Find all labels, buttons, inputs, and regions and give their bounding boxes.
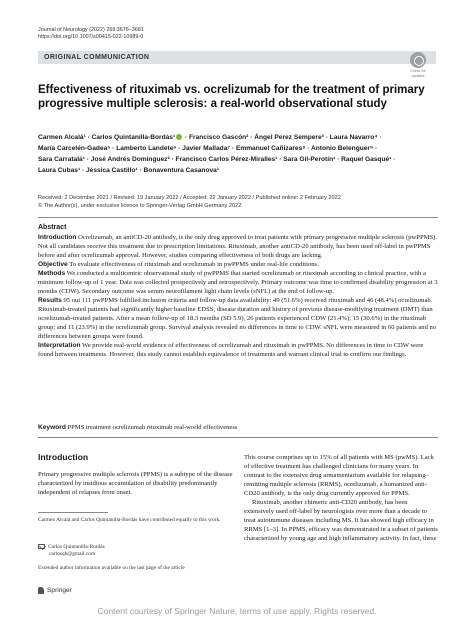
equal-contribution-note: Carmen Alcalá and Carlos Quintanilla-Bordás have contributed equally to this work. [38, 517, 221, 523]
section-band [38, 51, 436, 64]
introduction-right-p1: This course comprises up to 15% of all patients with MS (pwMS). Lack of effective treatment has challenged clinicians for many years. In contrast to the extensive drug armamentarium available for relapsing–remitting multiple sclerosis (RRMS), ocrelizumab, a humanized anti-CD20 antibody, is the only drug currently approved for PPMS. [244, 454, 434, 497]
abstract-objective: Objective To evaluate effectiveness of rituximab and ocrelizumab in pwPPMS under real-life conditions. [38, 261, 319, 268]
orcid-icon[interactable] [176, 134, 182, 140]
authors-line-3[interactable]: Sara Carratalá¹ · José Andrés Dominguez² · Francisco Carlos Pérez-Miralles¹ · Sara Gil-Perotín¹ · Raquel Gasqué¹ · [38, 156, 396, 163]
footnote-rule [38, 512, 108, 513]
section-label: ORIGINAL COMMUNICATION [44, 53, 150, 61]
check-for-updates-icon [410, 52, 426, 68]
check-label-2: updates [411, 74, 425, 78]
abstract-bottom-rule [38, 437, 438, 438]
article-title: Effectiveness of rituximab vs. ocrelizumab for the treatment of primary progressive multiple sclerosis: a real-world observational study [38, 84, 425, 110]
abstract-introduction: Introduction Ocrelizumab, an antiCD-20 antibody, is the only drug approved to treat patients with primary progressive multiple sclerosis (pwPPMS). Not all candidates receive this treatment due to prescription limitations. Rituximab, another antiCD-20 antibody, has been used off-label in pwPPMS before and after ocrelizumab approval. However, studies comparing effectiveness of both drugs are lacking. [38, 234, 437, 259]
authors-line-1[interactable]: Carmen Alcalá¹ · Carlos Quintanilla-Bordás¹ [38, 134, 176, 141]
right-column [244, 453, 438, 543]
introduction-left-text: Primary progressive multiple sclerosis (PPMS) is a subtype of the disease characterized by insidious accumulation of disability predominantly independent of relapses from onset. [38, 471, 233, 496]
dates-line: Received: 2 December 2021 / Revised: 19 January 2022 / Accepted: 22 January 2022 / Published online: 2 February 2022 [38, 195, 341, 201]
publisher-logo [38, 587, 72, 594]
authors-line-2[interactable]: María Carcelén-Gadea⁵ · Lamberto Landete⁶ · Javier Mallada⁷ · Emmanuel Cañizares⁸ · Antonio Belenguer⁹ · [38, 145, 378, 152]
introduction-right-p2: Rituximab, another chimeric anti-CD20 antibody, has been extensively used off-label by neurologists over more than a decade to treat autoimmune diseases including MS. It has showed high efficacy in RRMS [1–3]. In PPMS, efficacy was demonstrated in a subset of patients characterized by young age and high inflammatory activity. In fact, these [244, 499, 438, 542]
corr-name: Carlos Quintanilla-Bordás [48, 544, 105, 550]
springer-horse-icon [38, 587, 44, 594]
author-list [38, 132, 438, 176]
publication-dates [38, 194, 438, 210]
introduction-heading: Introduction [38, 452, 89, 462]
corr-email[interactable]: carlosqb@gmail.com [49, 551, 96, 557]
left-column [38, 453, 234, 497]
courtesy-notice: Content courtesy of Springer Nature, terms of use apply. Rights reserved. [97, 606, 377, 616]
abstract [38, 223, 438, 359]
journal-reference: Journal of Neurology (2022) 269:3676–3681 [38, 27, 144, 33]
check-for-updates-badge[interactable] [404, 52, 432, 78]
abstract-results: Results 95 out 111 pwPPMS fulfilled inclusion criteria and follow-up data availability: 49 (51.6%) received rituximab and 46 (48.4%) ocrelizumab. Rituximab-treated patients had significantly higher baseline EDSS, disease duration and history of previous disease-modifying treatment (DMT) than ocrelizumab-treated patients. After a mean follow-up of 18.3 months (SD 5.9), 26 patients experienced CDW (21.4%); 15 (30.6%) in the rituximab group; and 11 (23.9%) in the ocrelizumab group. Survival analysis revealed no differences in time to CDW. sNFL were measured in 60 patients and no differences between groups were found. [38, 297, 437, 340]
copyright-line: © The Author(s), under exclusive licence to Springer-Verlag GmbH Germany 2022 [38, 203, 242, 209]
extended-author-info: Extended author information available on the last page of the article [38, 565, 185, 571]
keyword-label: Keyword [38, 424, 66, 431]
keywords [38, 423, 438, 432]
publisher-name: Springer [47, 587, 72, 594]
journal-citation [38, 27, 144, 41]
keyword-text: PPMS treatment ocrelizumab rituximab real-world effectiveness [65, 424, 238, 431]
abstract-top-rule [38, 217, 438, 218]
abstract-heading: Abstract [38, 224, 67, 231]
check-label-1: Check for [410, 69, 426, 73]
doi-link[interactable]: https://doi.org/10.1007/s00415-022-10989-0 [38, 34, 144, 40]
corresponding-author [38, 544, 105, 558]
authors-line-4[interactable]: Laura Cubas¹ · Jéssica Castillo¹ · Bonaventura Casanova¹ [38, 167, 220, 174]
abstract-methods: Methods We conducted a multicentric observational study of pwPPMS that started ocrelizumab or rituximab according to clinical practice, with a minimum follow-up of 1 year. Data was collected prospectively and retrospectively. Primary outcome was time to confirmed disability progression at 3 months (CDW). Secondary outcome was serum neurofilament light chain levels (sNFL) at the end of follow-up. [38, 270, 438, 295]
envelope-icon [38, 544, 45, 549]
abstract-interpretation: Interpretation We provide real-world evidence of effectiveness of ocrelizumab and rituximab in pwPPMS. No differences in time to CDW were found between treatments. However, this study cannot establish equivalence of treatments and warrant clinical trial to confirm our findings. [38, 342, 424, 358]
authors-line-1b[interactable]: · Francisco Gascón² · Ángel Perez Sempere³ · Laura Navarro⁴ · [183, 134, 382, 141]
